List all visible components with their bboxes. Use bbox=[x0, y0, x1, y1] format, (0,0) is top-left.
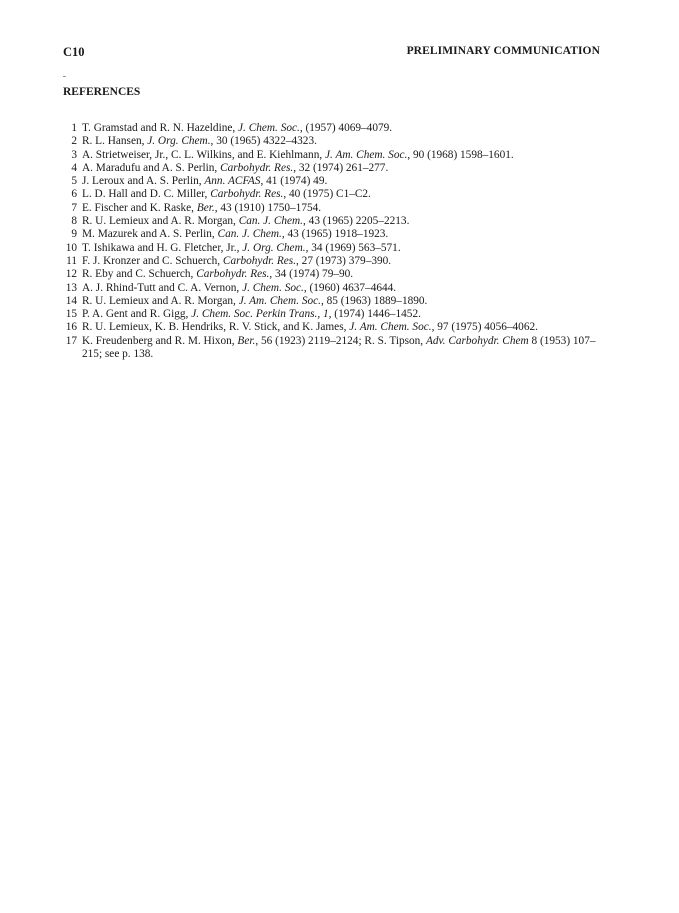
reference-item bbox=[63, 135, 608, 148]
reference-text: L. D. Hall and D. C. Miller, Carbohydr. Res., 40 (1975) C1–C2. bbox=[82, 188, 371, 201]
reference-number: 7 bbox=[71, 201, 77, 214]
reference-item bbox=[63, 228, 608, 241]
journal-title: Carbohydr. Res. bbox=[222, 254, 297, 267]
journal-title: Can. J. Chem. bbox=[217, 228, 282, 241]
reference-number: 17 bbox=[65, 334, 77, 347]
reference-item bbox=[63, 268, 608, 281]
reference-number: 5 bbox=[71, 175, 77, 188]
reference-text: A. J. Rhind-Tutt and C. A. Vernon, J. Chem. Soc., (1960) 4637–4644. bbox=[82, 281, 397, 294]
journal-title: Carbohydr. Res. bbox=[196, 268, 270, 281]
reference-number: 4 bbox=[71, 161, 77, 174]
journal-title: J. Am. Chem. Soc. bbox=[238, 294, 321, 307]
reference-item bbox=[63, 335, 608, 362]
reference-number: 8 bbox=[71, 215, 77, 228]
reference-item bbox=[63, 149, 608, 162]
journal-title: J. Am. Chem. Soc. bbox=[325, 148, 408, 161]
reference-item bbox=[63, 162, 608, 175]
journal-title: Ber. bbox=[196, 201, 215, 214]
reference-text: R. Eby and C. Schuerch, Carbohydr. Res., 34 (1974) 79–90. bbox=[82, 268, 354, 281]
reference-item bbox=[63, 188, 608, 201]
reference-text: R. U. Lemieux and A. R. Morgan, Can. J. Chem., 43 (1965) 2205–2213. bbox=[82, 215, 410, 228]
reference-text: P. A. Gent and R. Gigg, J. Chem. Soc. Perkin Trans., 1, (1974) 1446–1452. bbox=[82, 308, 421, 321]
reference-text: A. Maradufu and A. S. Perlin, Carbohydr. Res., 32 (1974) 261–277. bbox=[82, 161, 389, 174]
journal-title: J. Chem. Soc. Perkin Trans., 1, bbox=[191, 308, 332, 321]
reference-text: R. U. Lemieux, K. B. Hendriks, R. V. Stick, and K. James, J. Am. Chem. Soc., 97 (1975) 4056–4062. bbox=[82, 321, 538, 334]
journal-title: J. Org. Chem. bbox=[242, 241, 306, 254]
page-number: C10 bbox=[63, 45, 85, 59]
journal-title: Adv. Carbohydr. Chem bbox=[425, 334, 529, 347]
journal-title: J. Am. Chem. Soc. bbox=[349, 321, 432, 334]
reference-list bbox=[63, 122, 608, 361]
journal-title: Can. J. Chem. bbox=[238, 215, 304, 228]
header-rule bbox=[63, 76, 66, 77]
journal-title: Carbohydr. Res. bbox=[220, 161, 294, 174]
reference-text: T. Gramstad and R. N. Hazeldine, J. Chem. Soc., (1957) 4069–4079. bbox=[82, 122, 393, 134]
reference-item bbox=[63, 255, 608, 268]
reference-item bbox=[63, 321, 608, 334]
reference-text: E. Fischer and K. Raske, Ber., 43 (1910) 1750–1754. bbox=[82, 201, 322, 214]
reference-text: M. Mazurek and A. S. Perlin, Can. J. Chem., 43 (1965) 1918–1923. bbox=[82, 228, 389, 241]
reference-item bbox=[63, 282, 608, 295]
journal-title: J. Org. Chem. bbox=[147, 135, 211, 148]
reference-item bbox=[63, 242, 608, 255]
reference-number: 3 bbox=[71, 148, 77, 161]
running-head: PRELIMINARY COMMUNICATION bbox=[406, 45, 600, 57]
reference-number: 14 bbox=[65, 294, 77, 307]
reference-item bbox=[63, 175, 608, 188]
reference-item bbox=[63, 308, 608, 321]
reference-text: J. Leroux and A. S. Perlin, Ann. ACFAS, 41 (1974) 49. bbox=[82, 175, 328, 188]
journal-title: Ber. bbox=[237, 334, 256, 347]
reference-item bbox=[63, 215, 608, 228]
reference-text: R. U. Lemieux and A. R. Morgan, J. Am. Chem. Soc., 85 (1963) 1889–1890. bbox=[82, 294, 428, 307]
reference-text: T. Ishikawa and H. G. Fletcher, Jr., J. Org. Chem., 34 (1969) 563–571. bbox=[82, 241, 401, 254]
reference-number: 2 bbox=[71, 135, 77, 148]
journal-title: Ann. ACFAS bbox=[204, 175, 261, 188]
reference-number: 10 bbox=[65, 241, 77, 254]
reference-item bbox=[63, 295, 608, 308]
reference-number: 12 bbox=[65, 268, 77, 281]
reference-text: R. L. Hansen, J. Org. Chem., 30 (1965) 4322–4323. bbox=[82, 135, 317, 148]
reference-item bbox=[63, 202, 608, 215]
reference-number: 1 bbox=[71, 122, 77, 134]
reference-number: 6 bbox=[71, 188, 77, 201]
reference-text: K. Freudenberg and R. M. Hixon, Ber., 56 (1923) 2119–2124; R. S. Tipson, Adv. Carbohydr. Chem 8 (1953) 107–215; see p. 138. bbox=[82, 334, 596, 361]
reference-number: 13 bbox=[65, 281, 77, 294]
reference-number: 16 bbox=[65, 321, 77, 334]
reference-text: F. J. Kronzer and C. Schuerch, Carbohydr. Res., 27 (1973) 379–390. bbox=[82, 254, 392, 267]
journal-title: J. Chem. Soc. bbox=[238, 122, 300, 134]
journal-title: J. Chem. Soc. bbox=[242, 281, 304, 294]
reference-number: 15 bbox=[65, 308, 77, 321]
reference-number: 9 bbox=[71, 228, 77, 241]
reference-number: 11 bbox=[66, 254, 77, 267]
references-heading: REFERENCES bbox=[63, 86, 141, 98]
journal-title: Carbohydr. Res. bbox=[210, 188, 284, 201]
reference-item bbox=[63, 122, 608, 135]
reference-text: A. Strietweiser, Jr., C. L. Wilkins, and E. Kiehlmann, J. Am. Chem. Soc., 90 (1968) 1598–1601. bbox=[82, 148, 514, 161]
